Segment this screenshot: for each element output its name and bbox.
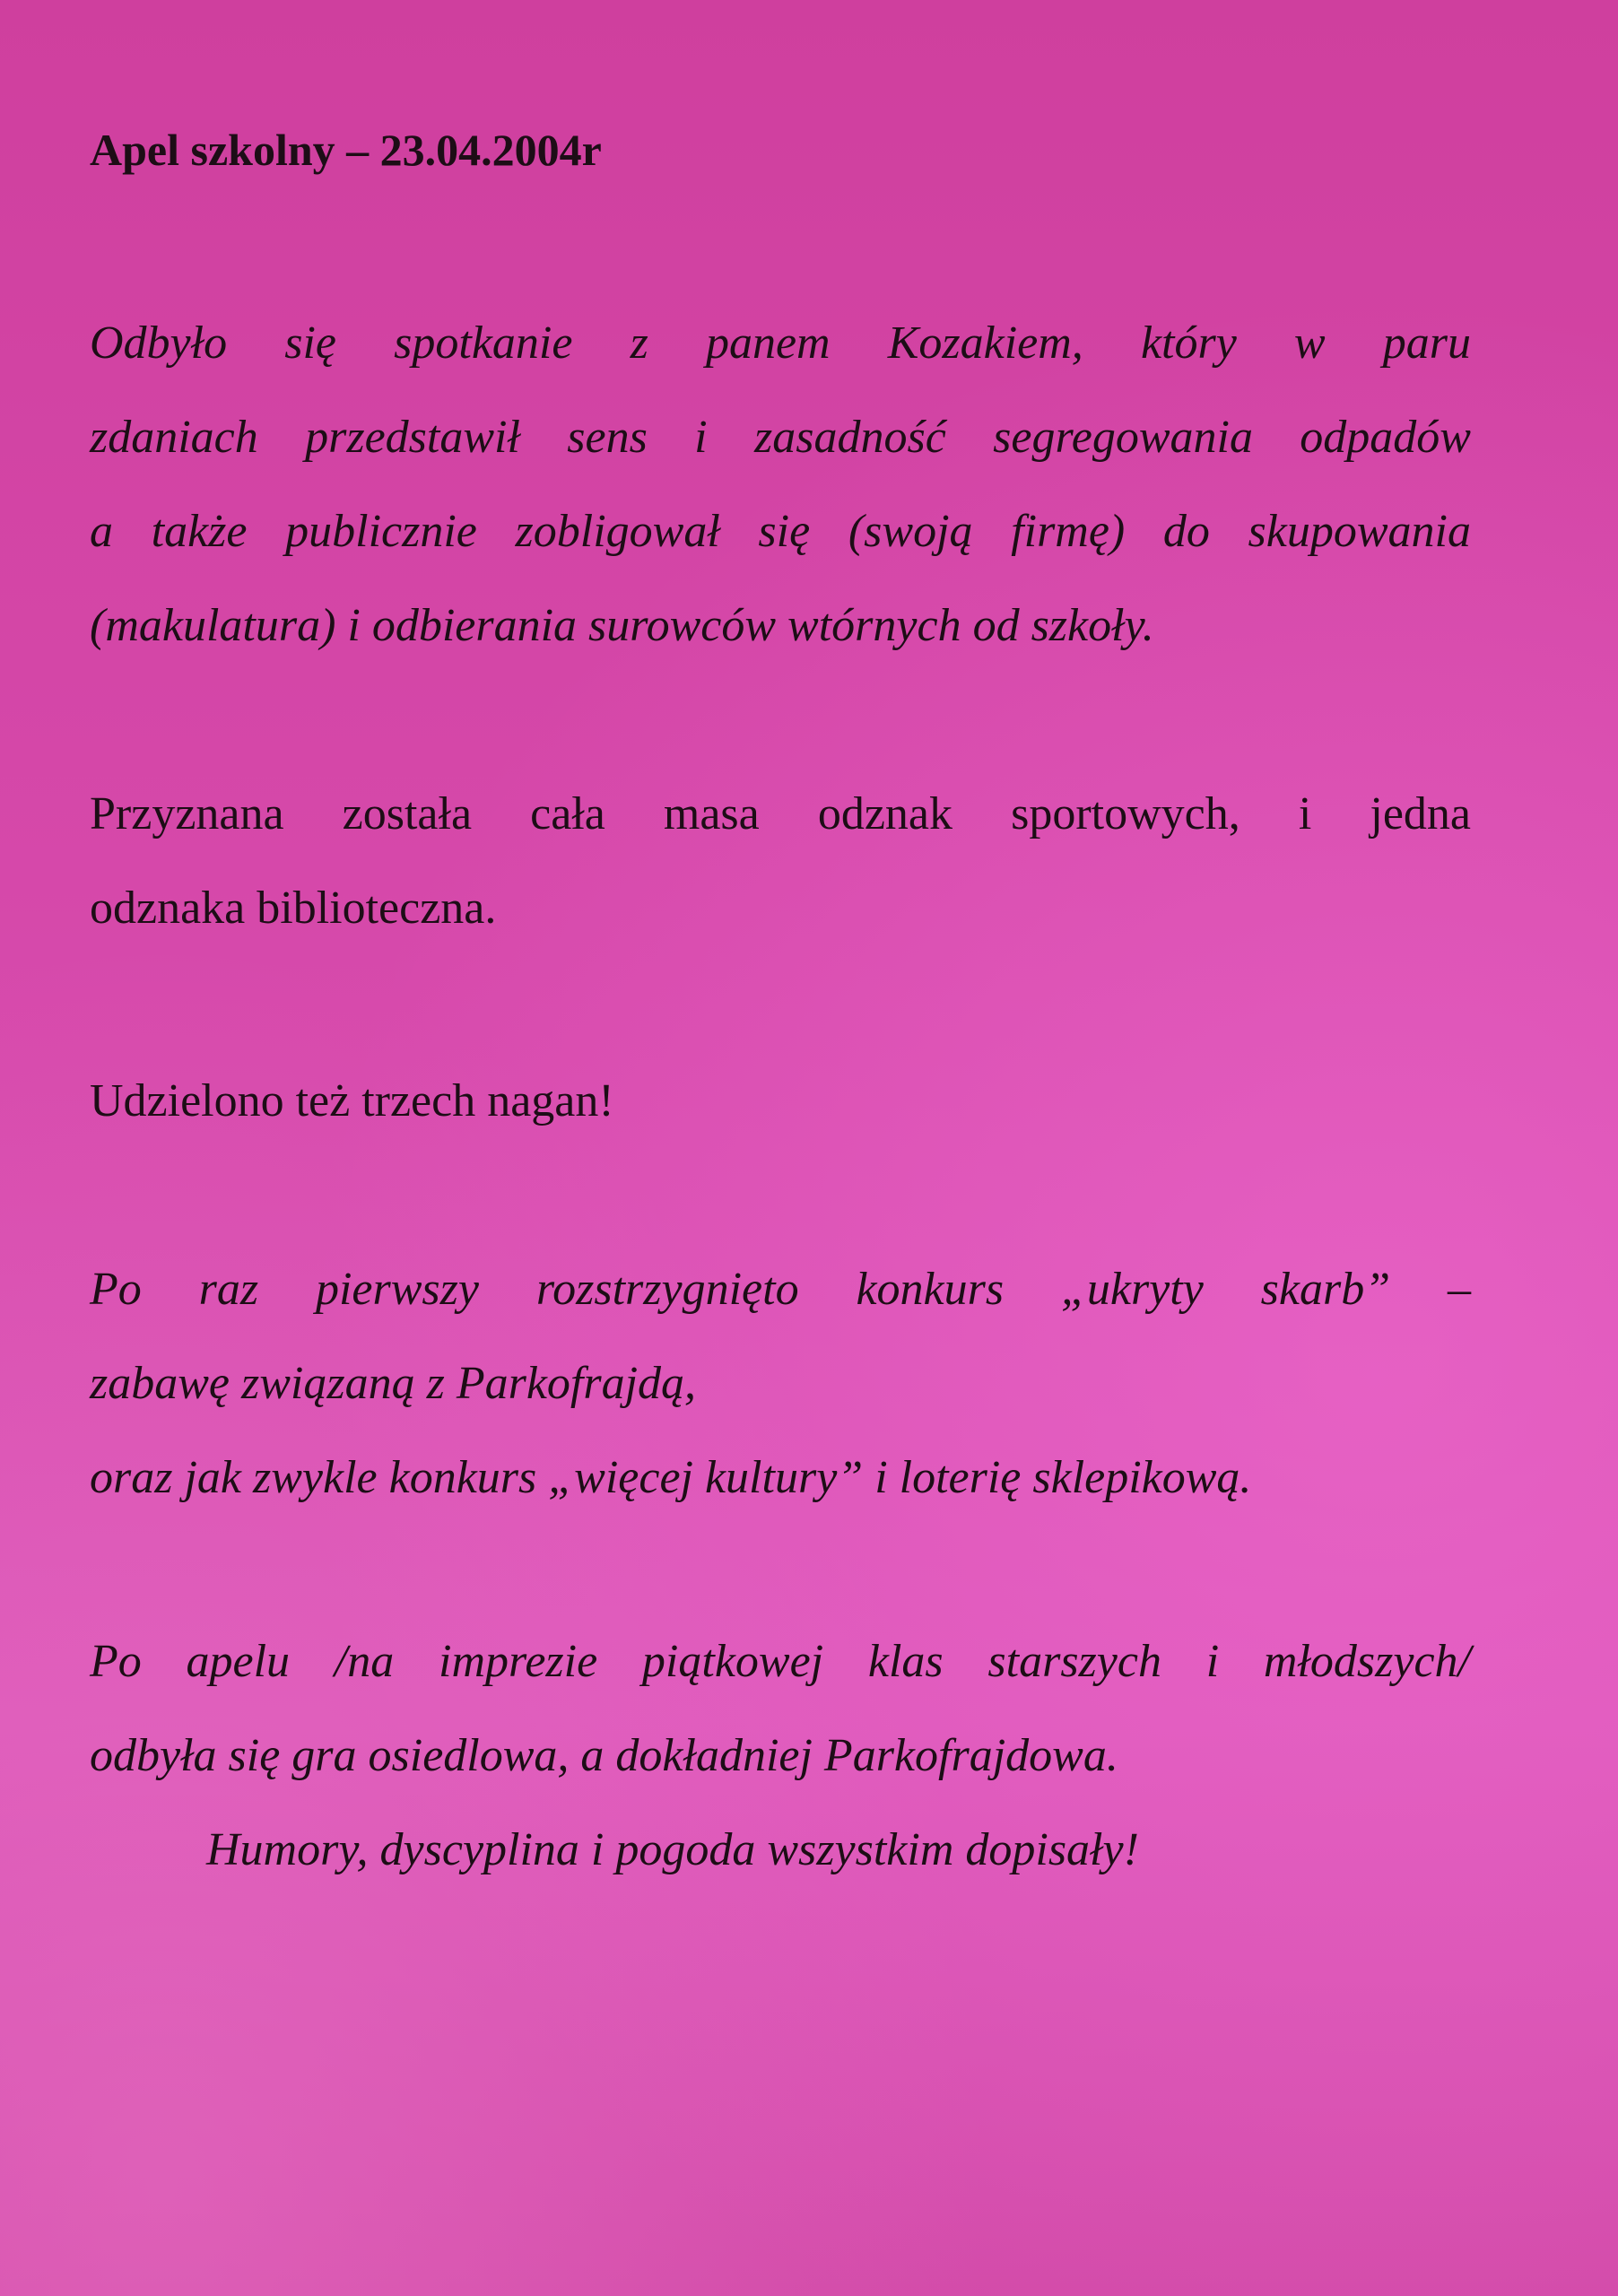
paragraph-game [90,1614,1471,1897]
text-line: odznaka biblioteczna. [90,883,497,934]
document-title: Apel szkolny – 23.04.2004r [90,125,602,175]
paragraph-contests [90,1242,1471,1525]
text-line: Po raz pierwszy rozstrzygnięto konkurs „ukryty skarb” – [90,1264,1471,1315]
text-line: Udzielono też trzech nagan! [90,1075,614,1126]
text-line: oraz jak zwykle konkurs „więcej kultury” i loterię sklepikową. [90,1452,1252,1503]
text-line: zdaniach przedstawił sens i zasadność segregowania odpadów [90,412,1471,463]
text-line: (makulatura) i odbierania surowców wtórnych od szkoły. [90,600,1154,651]
closing-line: Humory, dyscyplina i pogoda wszystkim dopisały! [206,1824,1139,1875]
text-line: odbyła się gra osiedlowa, a dokładniej Parkofrajdowa. [90,1730,1118,1781]
paragraph-badges [90,767,1471,955]
text-line: Przyznana została cała masa odznak sportowych, i jedna [90,788,1471,839]
paragraph-reprimands [90,1054,1471,1148]
text-line: zabawę związaną z Parkofrajdą, [90,1358,697,1409]
text-line: Po apelu /na imprezie piątkowej klas starszych i młodszych/ [90,1636,1471,1687]
text-line: Odbyło się spotkanie z panem Kozakiem, który w paru [90,317,1471,369]
text-line: a także publicznie zobligował się (swoją firmę) do skupowania [90,506,1471,557]
paragraph-meeting [90,296,1471,673]
